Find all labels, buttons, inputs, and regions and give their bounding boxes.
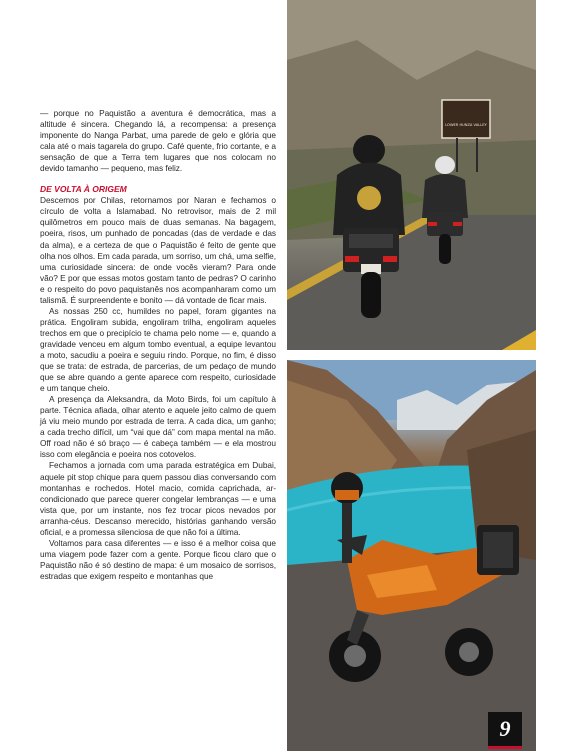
rear-tire (439, 234, 451, 264)
road-sign (442, 100, 490, 138)
page-number-accent-stripe (488, 746, 522, 749)
mirror-stem (342, 503, 352, 563)
article-paragraph: As nossas 250 cc, humildes no papel, foram gigantes na prática. Engoliram subida, engoliram trilha, engoliram aqueles trechos em que o precipício te chama pelo nome — e, quando a gravidade venceu em algum tombo eventual, a equipe levantou a moto, sacudiu a poeira e seguiu rindo. Porque, no fim, é disso que se trata: de estrada, de parcerias, de um pedaço de mundo que se abre quando a gente aparece com respeito, curiosidade e um tanque cheio. (40, 305, 276, 394)
rear-rim (459, 642, 479, 662)
front-rim (344, 645, 366, 667)
tail-light (453, 222, 462, 226)
photo-motorcycle-lake (287, 360, 536, 751)
article-text-column (40, 108, 276, 582)
jacket-patch (357, 186, 381, 210)
photo-riders-illustration (287, 0, 536, 350)
article-paragraph: — porque no Paquistão a aventura é democrática, mas a altitude é sincera. Chegando lá, a recompensa: a presença imponente do Nanga Parbat, uma parede de gelo e glória que cala até o mais tagarela do grupo. Café quente, frio cortante, e a sensação de que a Terra tem lugares que nos colocam no devido tamanho — pequeno, mas feliz. (40, 108, 276, 174)
sign-text: LOWER HUNZA VALLEY (445, 123, 487, 127)
helmet (435, 156, 455, 174)
tail-light (428, 222, 437, 226)
rear-tire (361, 272, 381, 318)
article-paragraph: Fechamos a jornada com uma parada estratégica em Dubai, aquele pit stop chique para quem passou dias conversando com montanhas e rochedos. Hotel macio, comida caprichada, ar-condicionado que parece querer congelar lembranças — e uma vista que, por um instante, nos fez trocar picos nevados por arranha-céus. Descanso merecido, histórias ganhando versão oficial, e a promessa silenciosa de que não foi a última. (40, 460, 276, 537)
top-case (349, 234, 393, 248)
section-heading: DE VOLTA À ORIGEM (40, 184, 127, 195)
article-paragraph: A presença da Aleksandra, da Moto Birds, foi um capítulo à parte. Técnica afiada, olhar atento e aquele jeito calmo de quem já viu meio mundo por estrada de terra. A cada dica, um ganho; a cada trecho difícil, um “vai que dá” com mapa mental na mão. Off road não é só braço — é cabeça também — e ela mostrou isso com elegância e poeira nos cotovelos. (40, 394, 276, 460)
article-paragraph: Descemos por Chilas, retornamos por Naran e fechamos o círculo de volta a Islamabad. No retrovisor, mais de 2 mil quilômetros em pouco mais de duas semanas. Na bagagem, poeira, risos, um punhado de poncadas (das de verdade e das da alma), e a certeza de que o Paquistão é feito de gente que olha nos olhos. Em cada parada, um sorriso, um chá, uma selfie, uma curiosidade sincera: de onde vocês vieram? Para onde vão? E por que essas motos gostam tanto de pedras? O carinho e o respeito do povo paquistanês nos acompanharam como um talismã. É surpreendente e bonito — dá vontade de ficar mais. (40, 195, 276, 305)
helmet-stripe (335, 490, 359, 500)
tail-light (345, 256, 359, 262)
photo-riders-mountain-road (287, 0, 536, 350)
helmet (353, 135, 385, 165)
side-case-lid (483, 532, 513, 568)
tail-light (383, 256, 397, 262)
photo-lake-illustration (287, 360, 536, 751)
page-number: 9 (488, 712, 522, 746)
article-paragraph: Voltamos para casa diferentes — e isso é a melhor coisa que uma viagem pode fazer com a gente. Porque ficou claro que o Paquistão não é só destino de mapa: é um mosaico de sorrisos, estradas que exigem respeito e montanhas que (40, 537, 276, 581)
rider-jacket (422, 174, 468, 218)
